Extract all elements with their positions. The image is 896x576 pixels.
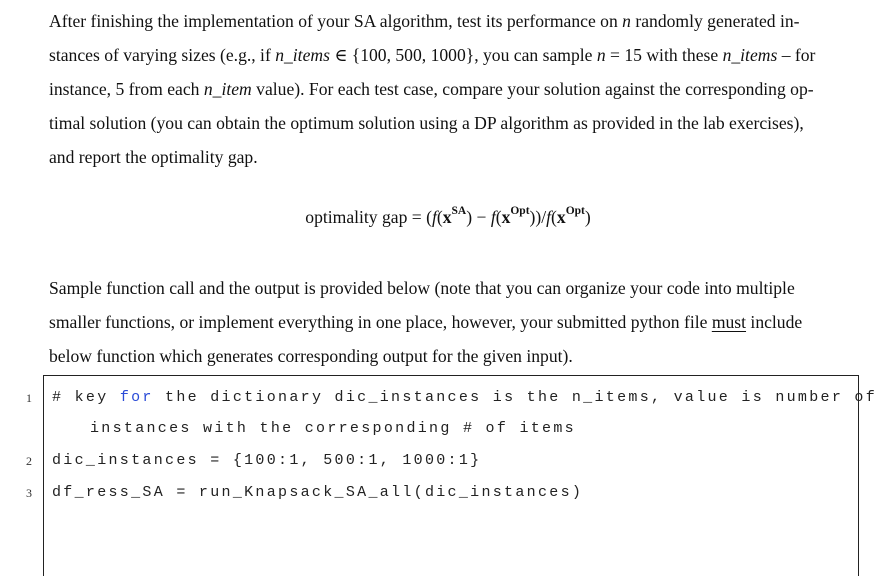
function-f: f: [490, 207, 496, 227]
paragraph-1-line-1: [49, 11, 800, 31]
line-number: 2: [26, 454, 32, 468]
code-comment: is: [492, 389, 516, 406]
code-comment: is: [741, 389, 765, 406]
text-segment: randomly generated in-: [630, 11, 800, 31]
emphasis-must: must: [711, 312, 747, 332]
text-segment: stances of varying sizes (e.g., if: [49, 45, 276, 65]
paragraph-2-line-3: below function which generates corresponding output for the given input).: [49, 346, 573, 366]
superscript-opt: Opt: [565, 205, 585, 217]
function-f: f: [546, 207, 552, 227]
code-comment: # key: [52, 389, 120, 406]
paragraph-1-line-3: [49, 79, 814, 99]
code-keyword: for: [119, 389, 154, 406]
formula-x: (x: [436, 207, 452, 227]
code-comment: the n_items, value: [515, 389, 742, 406]
paragraph-1-line-4: timal solution (you can obtain the optimum solution using a DP algorithm as provided in the lab exercises),: [49, 113, 804, 133]
formula-x: (x: [551, 207, 566, 227]
paragraph-1-line-2: [49, 45, 815, 65]
math-variable-n-item: n_item: [203, 79, 252, 99]
function-f: f: [431, 207, 437, 227]
math-variable-n: n: [622, 11, 631, 31]
formula-part: ): [584, 207, 591, 227]
text-segment: After finishing the implementation of your SA algorithm, test its performance on: [49, 11, 623, 31]
code-comment: the dictionary dic_instances: [153, 389, 493, 406]
line-number: 1: [26, 391, 32, 405]
superscript-opt: Opt: [510, 205, 530, 217]
formula-part: ))/: [529, 207, 547, 227]
optimality-gap-formula: [0, 203, 896, 231]
paragraph-2-line-2: [49, 312, 802, 332]
code-line-1-continuation: instances with the corresponding # of items: [90, 420, 576, 437]
formula-label: optimality gap = (: [305, 207, 432, 227]
text-segment: value). For each test case, compare your solution against the corresponding op-: [251, 79, 814, 99]
code-comment: number of: [764, 389, 878, 406]
text-segment: instance, 5 from each: [49, 79, 204, 99]
math-variable-n: n: [596, 45, 606, 65]
math-variable-n-items: n_items: [275, 45, 330, 65]
text-segment: – for: [777, 45, 816, 65]
text-segment: include: [746, 312, 803, 332]
paragraph-2-line-1: Sample function call and the output is provided below (note that you can organize your code into multiple: [49, 278, 795, 298]
code-line-3: df_ress_SA = run_Knapsack_SA_all(dic_instances): [52, 484, 584, 501]
line-number: 3: [26, 486, 32, 500]
formula-x: (x: [495, 207, 511, 227]
code-line-1: [52, 388, 877, 408]
text-segment: smaller functions, or implement everything in one place, however, your submitted python file: [49, 312, 712, 332]
paragraph-1-line-5: and report the optimality gap.: [49, 147, 258, 167]
code-line-2: dic_instances = {100:1, 500:1, 1000:1}: [52, 452, 482, 469]
formula-part: ) −: [466, 207, 491, 227]
text-segment: ∈ {100, 500, 1000}, you can sample: [329, 45, 597, 65]
math-variable-n-items: n_items: [722, 45, 778, 65]
superscript-sa: SA: [451, 205, 467, 217]
text-segment: = 15 with these: [605, 45, 723, 65]
